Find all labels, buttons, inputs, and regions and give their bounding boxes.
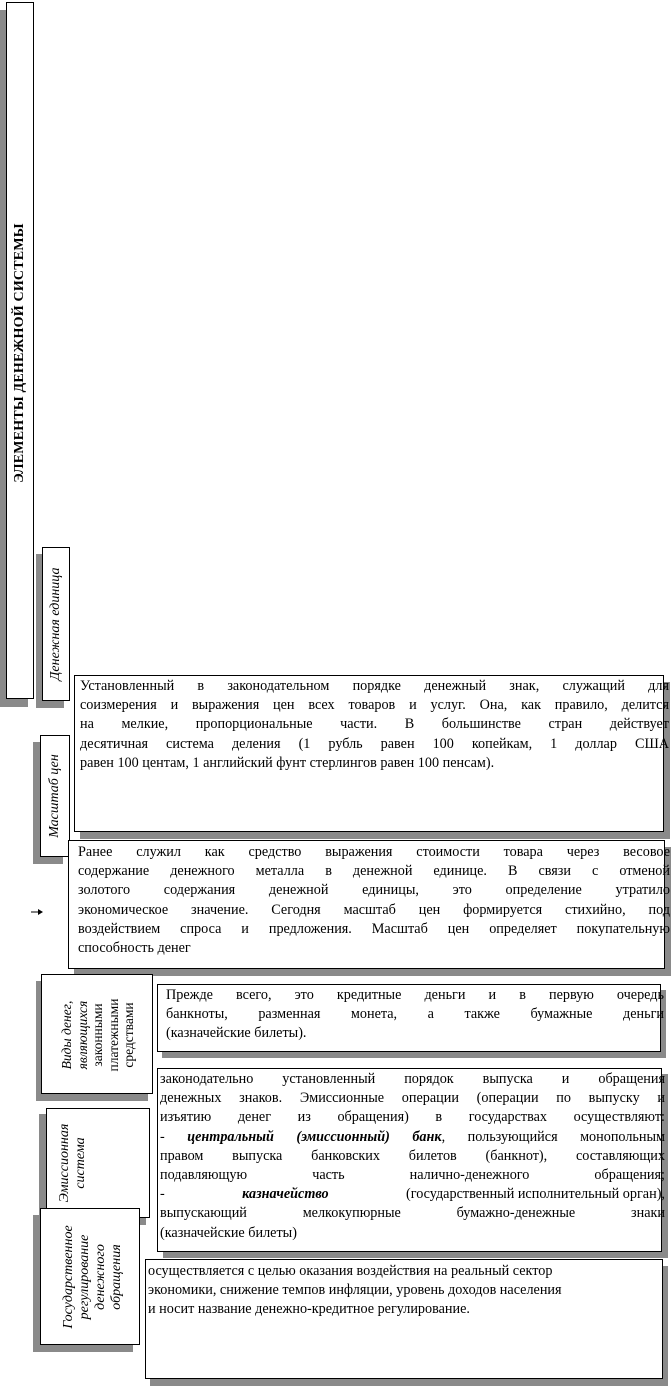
regulation-label-line: регулирование — [76, 1234, 92, 1320]
emission-description — [160, 1070, 665, 1243]
treasury-prefix: - — [160, 1186, 165, 1203]
scale-description-line: Ранее служил как средство выражения стоимости товара через весовое — [78, 844, 670, 860]
regulation-label-line: денежного — [93, 1244, 108, 1310]
title-box — [6, 2, 34, 699]
unit-description-line: Установленный в законодательном порядке денежный знак, служащий для — [80, 678, 669, 694]
bank-prefix: - — [160, 1128, 188, 1145]
kinds-label-line: средствами — [121, 1002, 137, 1068]
regulation-label — [61, 1225, 125, 1328]
regulation-label-box — [40, 1208, 140, 1345]
scale-description-line: содержание денежного металла в денежной единице. В связи с отменой — [78, 863, 670, 880]
emission-description-line: денежных знаков. Эмиссионные операции (операции по выпуску и — [160, 1090, 665, 1107]
scale-description-line: экономическое значение. Сегодня масштаб цен формируется стихийно, под — [78, 901, 670, 918]
emission-description-line: выпускающий мелкокупюрные бумажно-денежные знаки — [160, 1205, 665, 1222]
kinds-label-box — [41, 974, 153, 1094]
bank-rest: , пользующийся монопольным — [441, 1128, 665, 1145]
kinds-description-line: Прежде всего, это кредитные деньги и в первую очередь — [166, 987, 664, 1003]
unit-label-box — [42, 547, 70, 701]
regulation-description-line: и носит название денежно-кредитное регулирование. — [148, 1301, 470, 1318]
regulation-description-line: экономики, снижение темпов инфляции, уровень доходов населения — [148, 1282, 562, 1299]
scale-description-line: воздействием спроса и предложения. Масштаб цен определяет покупательную — [78, 920, 670, 937]
emission-bank-line — [160, 1128, 665, 1147]
emission-label-line: Эмиссионная — [56, 1123, 72, 1203]
central-bank-term: центральный (эмиссионный) банк — [187, 1128, 442, 1145]
unit-description-line: равен 100 центам, 1 английский фунт стерлингов равен 100 пенсам). — [80, 754, 495, 771]
scale-description-line: способность денег — [78, 940, 191, 957]
scale-description — [78, 843, 670, 958]
treasury-rest: (государственный исполнительный орган), — [406, 1186, 665, 1203]
regulation-label-line: Государственное — [60, 1225, 76, 1329]
treasury-term: казначейство — [242, 1186, 329, 1203]
kinds-description-line: (казначейские билеты). — [166, 1025, 307, 1042]
scale-description-line: золотого содержания денежной единицы, это определение утратило — [78, 882, 670, 899]
emission-description-line: изъятию денег из обращения) в государствах осуществляют: — [160, 1109, 665, 1126]
unit-description-line: на мелкие, пропорциональные части. В большинстве стран действует — [80, 716, 669, 733]
kinds-description-line: банкноты, разменная монета, а также бумажные деньги — [166, 1006, 664, 1023]
regulation-description-line: осуществляется с целью оказания воздействия на реальный сектор — [148, 1263, 553, 1279]
unit-description-line: десятичная система деления (1 рубль равен 100 копейкам, 1 доллар США — [80, 735, 669, 752]
emission-description-line: подавляющую часть налично-денежного обращения; — [160, 1167, 665, 1184]
emission-treasury-line — [160, 1185, 665, 1204]
scale-label-box — [40, 735, 70, 857]
arrow-right-icon — [31, 902, 43, 908]
kinds-label-line: являющихся — [74, 1000, 90, 1070]
regulation-label-line: обращения — [109, 1244, 125, 1310]
kinds-label — [59, 999, 137, 1072]
kinds-description — [166, 986, 664, 1044]
emission-description-line: (казначейские билеты) — [160, 1224, 297, 1241]
emission-description-line: правом выпуска банковских билетов (банкнот), составляющих — [160, 1147, 665, 1164]
emission-label-line: система — [73, 1137, 88, 1189]
unit-description — [80, 677, 669, 773]
emission-description-line: законодательно установленный порядок выпуска и обращения — [160, 1071, 665, 1087]
emission-label — [57, 1124, 89, 1203]
diagram-title: ЭЛЕМЕНТЫ ДЕНЕЖНОЙ СИСТЕМЫ — [11, 223, 27, 483]
kinds-label-line: платежными — [105, 998, 121, 1072]
regulation-description — [148, 1262, 660, 1320]
unit-label: Денежная единица — [47, 567, 63, 681]
kinds-label-line: Виды денег, — [59, 1000, 75, 1070]
scale-label: Масштаб цен — [46, 754, 62, 838]
emission-label-box — [46, 1108, 150, 1218]
kinds-label-line: законными — [90, 1003, 106, 1067]
unit-description-line: соизмерения и выражения цен всех товаров и услуг. Она, как правило, делится — [80, 697, 669, 714]
